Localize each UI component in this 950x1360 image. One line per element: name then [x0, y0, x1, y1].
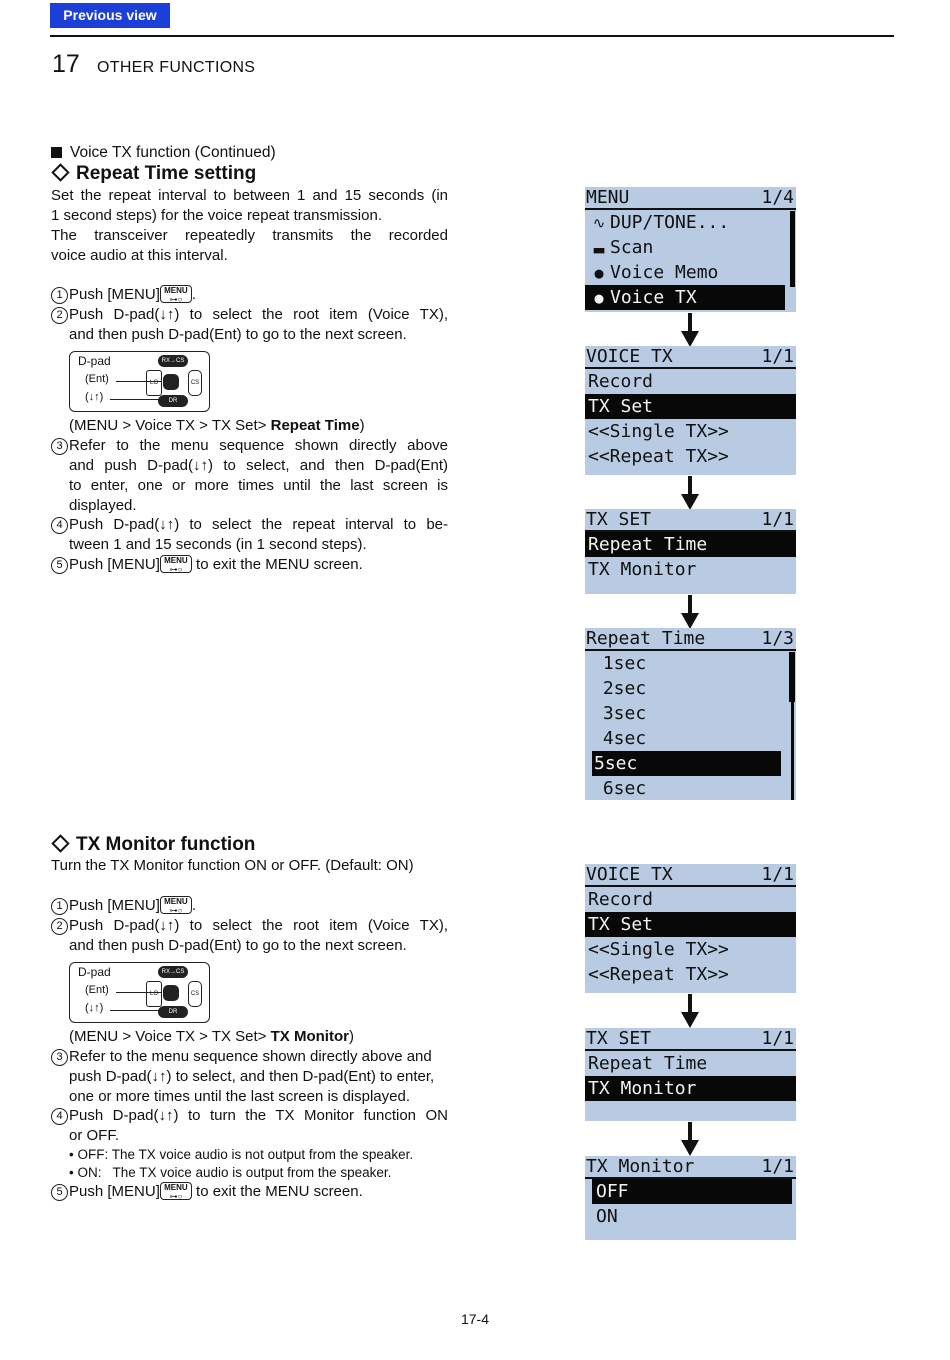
repeat-step-4-line-2: tween 1 and 15 seconds (in 1 second steps). — [69, 536, 367, 553]
repeat-step-5: Push [MENU] MENU ⊶○ to exit the MENU screen. — [69, 556, 363, 574]
repeat-menu-path: (MENU > Voice TX > TX Set> Repeat Time) — [69, 417, 365, 434]
lcd-item-repeat-tx[interactable]: <<Repeat TX>> — [588, 446, 729, 467]
dpad-updown-leader — [110, 1010, 160, 1011]
microphone-tx-icon: ● — [594, 289, 604, 307]
dpad-updown-label: (↓↑) — [85, 391, 104, 403]
step-number-1: 1 — [51, 898, 68, 915]
dpad-updown-label: (↓↑) — [85, 1002, 104, 1014]
down-arrow-icon — [682, 1122, 698, 1156]
monitor-step-4-line-1: Push D-pad(↓↑) to turn the TX Monitor function ON — [69, 1107, 448, 1124]
lcd-item-record[interactable]: Record — [588, 371, 654, 392]
monitor-step-2-line-1: Push D-pad(↓↑) to select the root item (Voice TX), — [69, 917, 448, 934]
lcd-item-tx-monitor[interactable]: TX Monitor — [585, 1076, 796, 1101]
cs-key-icon: CS — [188, 370, 202, 396]
repeat-step-2-line-1: Push D-pad(↓↑) to select the root item (Voice TX), — [69, 306, 448, 323]
step-number-1: 1 — [51, 287, 68, 304]
step-number-5: 5 — [51, 557, 68, 574]
lcd-item-tx-monitor[interactable]: TX Monitor — [588, 559, 697, 580]
down-arrow-icon — [682, 313, 698, 347]
lcd-scrollbar — [790, 211, 795, 287]
square-bullet-icon — [51, 147, 62, 158]
monitor-step-3-line-2: push D-pad(↓↑) to select, and then D-pad(Ent) to enter, — [69, 1068, 435, 1085]
dpad-label: D-pad — [78, 354, 111, 368]
menu-key-icon: MENU ⊶○ — [160, 896, 192, 914]
repeat-step-4-line-1: Push D-pad(↓↑) to select the repeat interval to be- — [69, 516, 448, 533]
lcd-tx-monitor-screen — [585, 1156, 796, 1240]
lcd-voice-tx-screen — [585, 864, 796, 993]
lcd-menu-screen — [585, 187, 796, 312]
header-rule — [50, 35, 894, 37]
lcd-header: VOICE TX 1/1 — [586, 346, 794, 367]
monitor-step-3-line-3: one or more times until the last screen is displayed. — [69, 1088, 410, 1105]
lcd-item-single-tx[interactable]: <<Single TX>> — [588, 939, 729, 960]
repeat-intro-line-1: Set the repeat interval to between 1 and 15 seconds (in — [51, 187, 448, 204]
chapter-number: 17 — [52, 50, 80, 78]
lo-key-icon: LO — [146, 981, 162, 1007]
monitor-step-1: Push [MENU] MENU ⊶○ . — [69, 897, 197, 915]
lcd-tx-set-screen — [585, 509, 796, 594]
lcd-option-5sec[interactable]: 5sec — [592, 751, 781, 776]
repeat-step-1: Push [MENU] MENU ⊶○ . — [69, 286, 197, 304]
monitor-menu-path: (MENU > Voice TX > TX Set> TX Monitor) — [69, 1028, 354, 1045]
previous-view-button[interactable]: Previous view — [50, 3, 170, 28]
down-arrow-icon — [682, 994, 698, 1028]
repeat-step-2-line-2: and then push D-pad(Ent) to go to the next screen. — [69, 326, 407, 343]
binoculars-icon: ■■ — [593, 246, 605, 256]
step-number-2: 2 — [51, 307, 68, 324]
down-arrow-icon — [682, 476, 698, 510]
repeat-step-3-line-2: and push D-pad(↓↑) to select, and then D-pad(Ent) — [69, 457, 448, 474]
lcd-menu-item-voice-tx[interactable]: ● Voice TX — [585, 285, 785, 310]
tx-monitor-intro: Turn the TX Monitor function ON or OFF. (Default: ON) — [51, 857, 414, 874]
cs-key-icon: CS — [188, 981, 202, 1007]
lcd-scrollbar-thumb — [789, 652, 795, 702]
page-number: 17-4 — [460, 1311, 490, 1327]
repeat-step-3-line-4: displayed. — [69, 497, 137, 514]
monitor-bullet-off: • OFF: The TX voice audio is not output from the speaker. — [69, 1147, 414, 1162]
lcd-header: MENU 1/4 — [586, 187, 794, 208]
dpad-updown-leader — [110, 399, 160, 400]
lcd-menu-item-scan[interactable]: ■■ Scan — [585, 235, 785, 260]
lcd-option-on[interactable]: ON — [596, 1206, 618, 1227]
monitor-step-4-line-2: or OFF. — [69, 1127, 120, 1144]
repeat-intro-line-3: The transceiver repeatedly transmits the recorded — [51, 227, 448, 244]
lcd-option-1sec[interactable]: 1sec — [592, 653, 647, 674]
rx-cs-button-icon: RX→CS — [158, 355, 188, 367]
dpad-label: D-pad — [78, 965, 111, 979]
repeat-intro-line-4: voice audio at this interval. — [51, 247, 228, 264]
step-number-5: 5 — [51, 1184, 68, 1201]
lcd-header: VOICE TX 1/1 — [586, 864, 794, 885]
lcd-header: TX SET 1/1 — [586, 1028, 794, 1049]
tx-monitor-heading: TX Monitor function — [51, 834, 255, 856]
lcd-option-off[interactable]: OFF — [592, 1179, 792, 1204]
step-number-4: 4 — [51, 517, 68, 534]
dpad-diagram — [69, 351, 210, 412]
repeat-intro-line-2: 1 second steps) for the voice repeat transmission. — [51, 207, 382, 224]
diamond-icon — [51, 164, 69, 182]
step-number-4: 4 — [51, 1108, 68, 1125]
wave-icon: ∿ — [592, 214, 606, 232]
chapter-title: OTHER FUNCTIONS — [97, 59, 256, 76]
dr-button-icon: DR — [158, 1006, 188, 1018]
repeat-step-3-line-1: Refer to the menu sequence shown directly above — [69, 437, 448, 454]
repeat-time-heading: Repeat Time setting — [51, 163, 256, 185]
down-arrow-icon — [682, 595, 698, 629]
dpad-knob-icon — [163, 374, 179, 390]
step-number-3: 3 — [51, 438, 68, 455]
lcd-header: TX Monitor 1/1 — [586, 1156, 794, 1177]
repeat-step-3-line-3: to enter, one or more times until the last screen is — [69, 477, 448, 494]
lcd-item-repeat-tx[interactable]: <<Repeat TX>> — [588, 964, 729, 985]
lcd-item-repeat-time[interactable]: Repeat Time — [585, 532, 796, 557]
lcd-menu-item-dup-tone[interactable]: ∿ DUP/TONE... — [585, 210, 785, 235]
lcd-option-3sec[interactable]: 3sec — [592, 703, 647, 724]
menu-key-icon: MENU ⊶○ — [160, 1182, 192, 1200]
menu-key-icon: MENU ⊶○ — [160, 285, 192, 303]
monitor-step-3-line-1: Refer to the menu sequence shown directly above and — [69, 1048, 432, 1065]
lcd-header: TX SET 1/1 — [586, 509, 794, 530]
lcd-header: Repeat Time 1/3 — [586, 628, 794, 649]
step-number-3: 3 — [51, 1049, 68, 1066]
diamond-icon — [51, 835, 69, 853]
lcd-menu-item-voice-memo[interactable]: ● Voice Memo — [585, 260, 785, 285]
section-title: Voice TX function (Continued) — [51, 143, 276, 163]
monitor-step-2-line-2: and then push D-pad(Ent) to go to the next screen. — [69, 937, 407, 954]
lcd-tx-set-screen — [585, 1028, 796, 1121]
dpad-knob-icon — [163, 985, 179, 1001]
lcd-item-tx-set[interactable]: TX Set — [585, 912, 796, 937]
dr-button-icon: DR — [158, 395, 188, 407]
lcd-item-single-tx[interactable]: <<Single TX>> — [588, 421, 729, 442]
lcd-voice-tx-screen — [585, 346, 796, 475]
dpad-diagram — [69, 962, 210, 1023]
step-number-2: 2 — [51, 918, 68, 935]
lcd-option-6sec[interactable]: 6sec — [592, 778, 647, 799]
rx-cs-button-icon: RX→CS — [158, 966, 188, 978]
lo-key-icon: LO — [146, 370, 162, 396]
microphone-icon: ● — [594, 264, 604, 282]
menu-key-icon: MENU ⊶○ — [160, 555, 192, 573]
lcd-option-2sec[interactable]: 2sec — [592, 678, 647, 699]
lcd-option-4sec[interactable]: 4sec — [592, 728, 647, 749]
lcd-item-repeat-time[interactable]: Repeat Time — [588, 1053, 708, 1074]
lcd-repeat-time-screen — [585, 628, 796, 800]
lcd-item-record[interactable]: Record — [588, 889, 654, 910]
dpad-ent-label: (Ent) — [85, 984, 109, 996]
monitor-step-5: Push [MENU] MENU ⊶○ to exit the MENU screen. — [69, 1183, 363, 1201]
monitor-bullet-on: • ON: The TX voice audio is output from the speaker. — [69, 1165, 392, 1180]
lcd-item-tx-set[interactable]: TX Set — [585, 394, 796, 419]
dpad-ent-label: (Ent) — [85, 373, 109, 385]
